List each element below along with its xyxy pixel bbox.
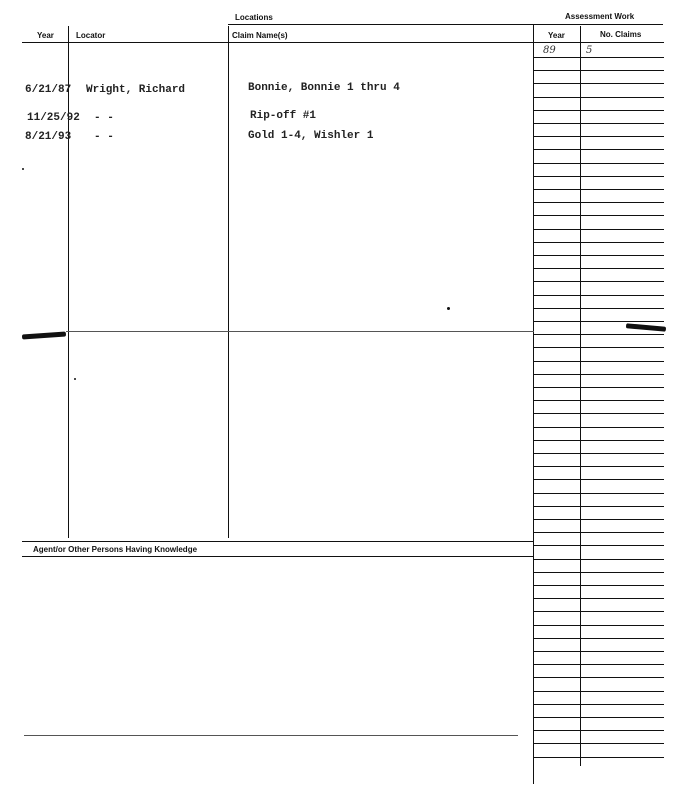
right-ink-mark xyxy=(626,323,666,331)
assessment-work-header: Assessment Work xyxy=(565,12,635,21)
column-header-rule xyxy=(22,42,664,43)
entry-2-claims: Rip-off #1 xyxy=(250,110,317,122)
entry-1-year: 6/21/87 xyxy=(25,84,72,96)
assessment-year-column-header: Year xyxy=(548,31,565,40)
left-ink-mark xyxy=(22,331,66,339)
locator-claims-divider xyxy=(228,26,229,538)
year-column-header: Year xyxy=(37,31,54,40)
agent-label: Agent/or Other Persons Having Knowledge xyxy=(33,545,198,554)
agent-label-rule xyxy=(22,556,533,557)
assessment-column-divider xyxy=(580,26,581,766)
year-locator-divider xyxy=(68,26,69,538)
agent-top-rule xyxy=(22,541,533,542)
header-rule-assessment xyxy=(533,24,663,25)
assessment-entry-1-year: 89 xyxy=(543,45,556,56)
middle-section-rule xyxy=(66,331,534,332)
entry-2-locator: - - xyxy=(94,112,114,124)
locator-column-header: Locator xyxy=(76,31,106,40)
entry-3-locator: - - xyxy=(94,131,114,143)
entry-1-locator: Wright, Richard xyxy=(86,84,186,96)
scan-speck xyxy=(22,168,24,170)
entry-1-claims: Bonnie, Bonnie 1 thru 4 xyxy=(248,82,400,94)
entry-3-claims: Gold 1-4, Wishler 1 xyxy=(248,130,374,142)
no-claims-column-header: No. Claims xyxy=(600,30,642,39)
scan-speck xyxy=(74,378,76,380)
entry-3-year: 8/21/93 xyxy=(25,131,72,143)
claim-names-column-header: Claim Name(s) xyxy=(232,31,288,40)
locations-header: Locations xyxy=(235,13,273,22)
entry-2-year: 11/25/92 xyxy=(27,112,80,124)
bottom-dashed-rule xyxy=(24,735,518,736)
assessment-left-border xyxy=(533,24,534,784)
assessment-entry-1-no-claims: 5 xyxy=(586,45,593,56)
scan-speck xyxy=(447,307,450,310)
header-rule-locations xyxy=(228,24,533,25)
